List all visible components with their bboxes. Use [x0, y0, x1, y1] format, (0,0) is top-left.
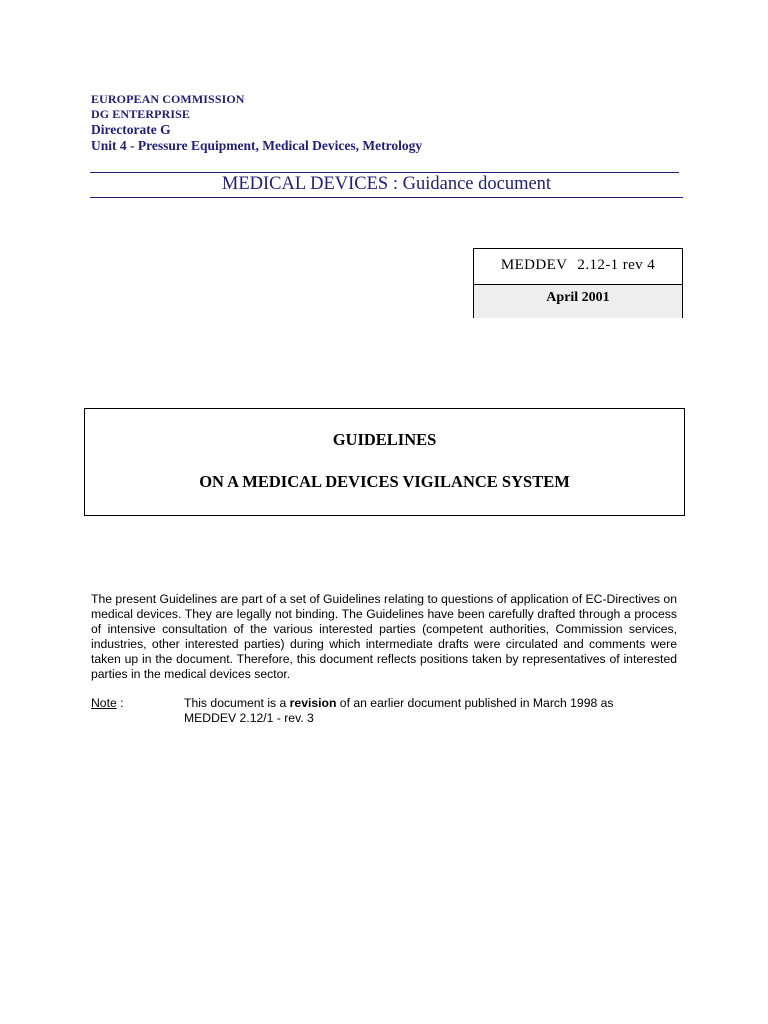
title-box — [84, 408, 685, 516]
bottom-divider — [90, 197, 683, 198]
reference-version: 2.12-1 rev 4 — [577, 257, 656, 273]
note-text-after: of an earlier document published in March 1998 as — [336, 696, 614, 710]
header-dg: DG ENTERPRISE — [91, 107, 190, 121]
note-text — [184, 696, 684, 726]
document-subtitle: ON A MEDICAL DEVICES VIGILANCE SYSTEM — [199, 472, 570, 491]
reference-code: MEDDEV — [500, 257, 568, 273]
header-directorate: Directorate G — [91, 122, 171, 137]
note-text-bold: revision — [289, 696, 337, 710]
intro-paragraph: The present Guidelines are part of a set of Guidelines relating to questions of application of EC-Directives on medical devices. They are legally not binding. The Guidelines have been carefully drafted through a process of intensive consultation of the various interested parties (competent authorities, Commission services, industries, other interested parties) during which intermediate drafts were circulated and comments were taken up in the document. Therefore, this document reflects positions taken by representatives of interested parties in the medical devices sector. — [91, 592, 677, 681]
issuer-header — [91, 92, 422, 154]
note-reference: MEDDEV 2.12/1 - rev. 3 — [184, 711, 314, 725]
document-title: GUIDELINES — [332, 430, 437, 449]
header-organization: EUROPEAN COMMISSION — [91, 92, 245, 106]
header-unit: Unit 4 - Pressure Equipment, Medical Devices, Metrology — [91, 138, 423, 153]
note-label — [91, 696, 124, 711]
reference-number — [474, 249, 682, 285]
document-type: MEDICAL DEVICES : Guidance document — [221, 174, 552, 194]
note-text-before: This document is a — [184, 696, 290, 710]
reference-date: April 2001 — [474, 285, 682, 318]
note-label-text: Note — [91, 696, 117, 710]
note-label-separator: : — [116, 696, 124, 710]
reference-box — [473, 248, 683, 318]
